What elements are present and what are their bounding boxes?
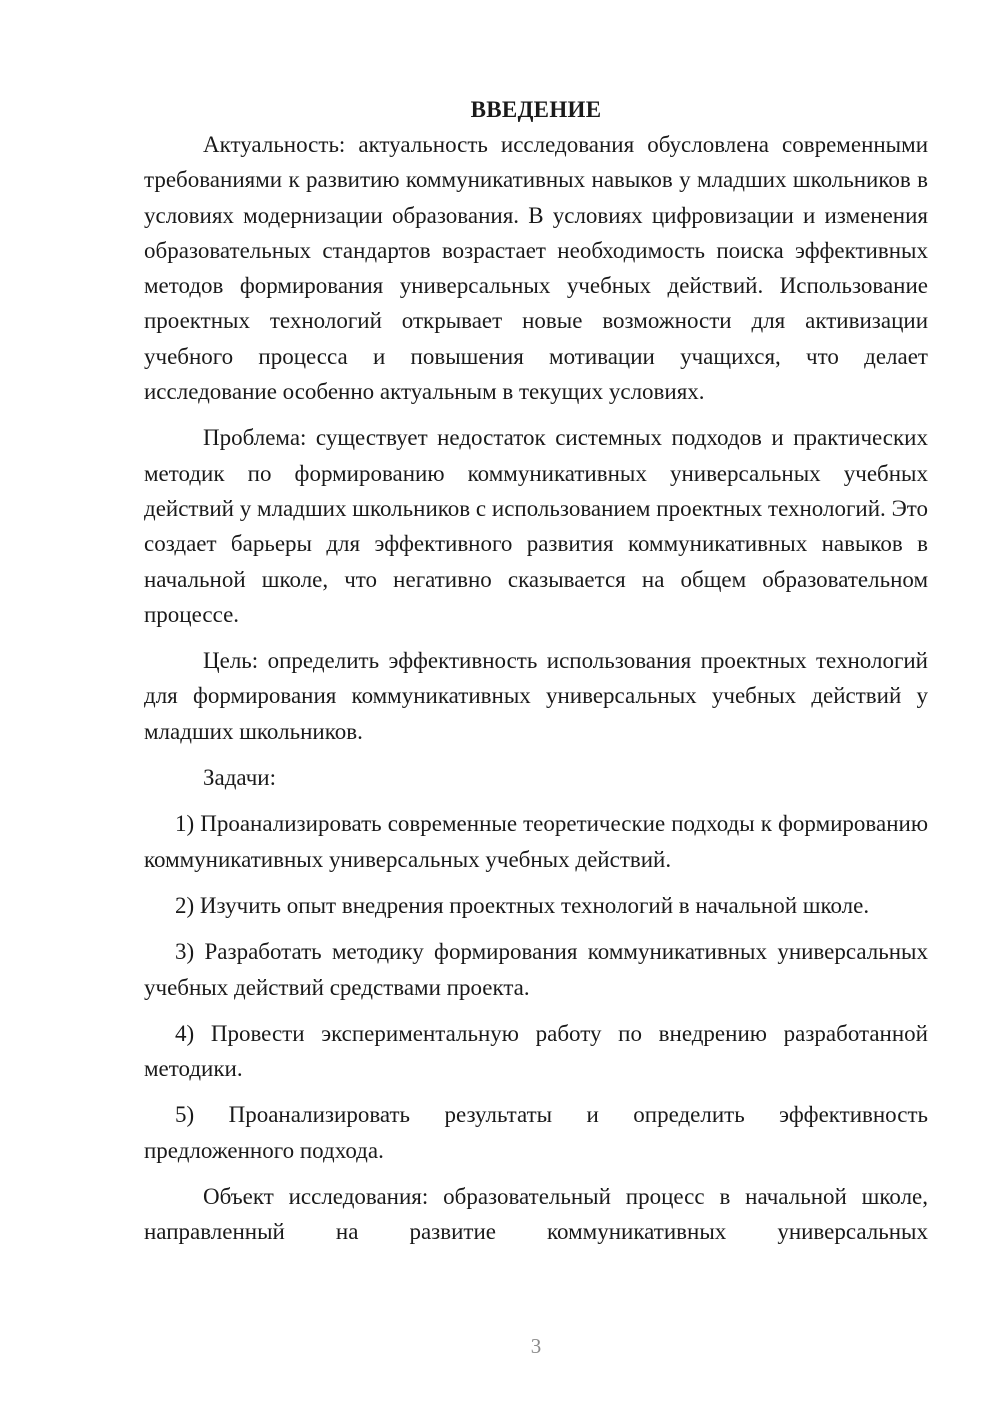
task-item-3: 3) Разработать методику формирования коммуникативных универсальных учебных действий средствами проекта. (144, 939, 928, 1000)
paragraph-relevance: Актуальность: актуальность исследования обусловлена современными требованиями к развитию коммуникативных навыков у младших школьников в условиях модернизации образования. В условиях цифровизации и изменения образовательных стандартов возрастает необходимость поиска эффективных методов формирования универсальных учебных действий. Использование проектных технологий открывает новые возможности для активизации учебного процесса и повышения мотивации учащихся, что делает исследование особенно актуальным в текущих условиях. (144, 132, 928, 405)
page-number: 3 (530, 1334, 542, 1358)
paragraph-problem: Проблема: существует недостаток системных подходов и практических методик по формированию коммуникативных универсальных учебных действий у младших школьников с использованием проектных технологий. Это создает барьеры для эффективного развития коммуникативных навыков в начальной школе, что негативно сказывается на общем образовательном процессе. (144, 425, 928, 627)
task-item-4: 4) Провести экспериментальную работу по внедрению разработанной методики. (144, 1020, 928, 1082)
task-item-2: 2) Изучить опыт внедрения проектных технологий в начальной школе. (175, 892, 870, 918)
paragraph-goal: Цель: определить эффективность использования проектных технологий для формирования коммуникативных универсальных учебных действий у младших школьников. (144, 648, 928, 744)
task-item-5: 5) Проанализировать результаты и определить эффективность предложенного подхода. (144, 1102, 928, 1163)
task-item-1: 1) Проанализировать современные теоретические подходы к формированию коммуникативных универсальных учебных действий. (144, 811, 928, 872)
section-title: ВВЕДЕНИЕ (470, 97, 602, 122)
paragraph-tasks-heading: Задачи: (203, 765, 276, 791)
page-content (144, 92, 928, 1261)
paragraph-object: Объект исследования: образовательный процесс в начальной школе, направленный на развитие коммуникативных универсальных (144, 1184, 928, 1245)
